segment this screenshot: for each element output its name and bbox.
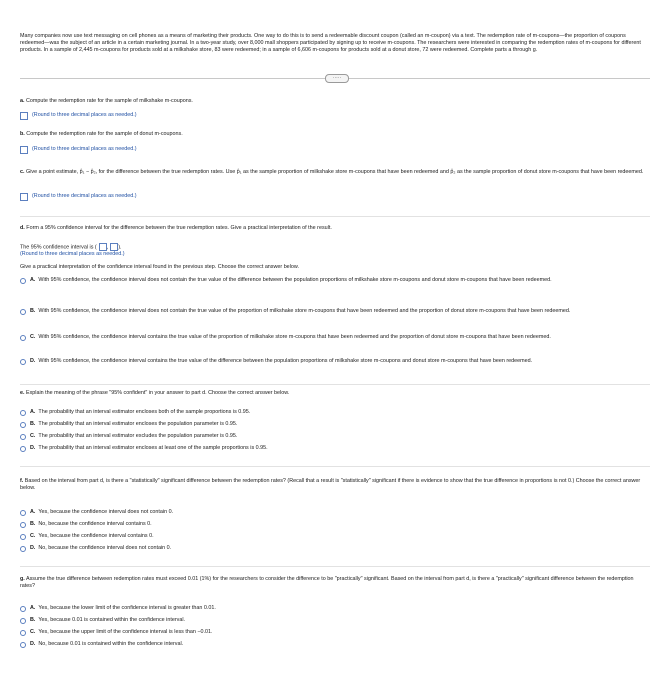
part-e-option-d[interactable] bbox=[20, 445, 650, 452]
section-separator bbox=[20, 216, 650, 217]
option-letter: C. bbox=[30, 334, 36, 340]
part-a-question bbox=[20, 98, 650, 105]
radio-button[interactable] bbox=[20, 546, 26, 552]
option-text: With 95% confidence, the confidence interval does not contain the true value of the proportion of milkshake store m-coupons that have been redeemed and the proportion of donut store m-coupons that have been redeemed. bbox=[38, 308, 571, 314]
option-text: With 95% confidence, the confidence interval contains the true value of the difference between the population proportions of milkshake store m-coupons and donut store m-coupons that have been redeemed. bbox=[38, 358, 533, 364]
option-letter: A. bbox=[30, 409, 36, 415]
part-g-question bbox=[20, 576, 650, 590]
part-c-hint: (Round to three decimal places as needed.) bbox=[32, 193, 137, 200]
option-letter: D. bbox=[30, 641, 36, 647]
part-b-text: Compute the redemption rate for the sample of donut m-coupons. bbox=[26, 131, 183, 137]
option-letter: D. bbox=[30, 445, 36, 451]
part-a-letter: a. bbox=[20, 98, 25, 104]
option-letter: B. bbox=[30, 521, 36, 527]
part-d-prompt: Give a practical interpretation of the confidence interval found in the previous step. Choose the correct answer below. bbox=[20, 264, 299, 270]
option-text: The probability that an interval estimator encloses the population parameter is 0.95. bbox=[38, 421, 238, 427]
option-letter: D. bbox=[30, 358, 36, 364]
option-text: No, because the confidence interval does not contain 0. bbox=[38, 545, 172, 551]
part-a-answer-input[interactable] bbox=[20, 112, 28, 120]
part-d-text: Form a 95% confidence interval for the difference between the true redemption rates. Give a practical interpretation of the result. bbox=[26, 225, 332, 231]
radio-button[interactable] bbox=[20, 522, 26, 528]
part-d-option-d[interactable] bbox=[20, 358, 650, 365]
option-text: No, because the confidence interval contains 0. bbox=[38, 521, 152, 527]
option-text: Yes, because the confidence interval does not contain 0. bbox=[38, 509, 174, 515]
option-text: Yes, because the upper limit of the confidence interval is less than −0.01. bbox=[38, 629, 213, 635]
radio-button[interactable] bbox=[20, 630, 26, 636]
option-text: Yes, because 0.01 is contained within the confidence interval. bbox=[38, 617, 186, 623]
part-f-text: Based on the interval from part d, is there a "statistically" significant difference between the redemption rates? (Recall that a result is "statistically" significant if there is evidence to show that the true difference in proportions is not 0.) Choose the correct answer below. bbox=[20, 478, 641, 492]
part-g-option-d[interactable] bbox=[20, 641, 650, 648]
radio-button[interactable] bbox=[20, 335, 26, 341]
part-c-question bbox=[20, 169, 650, 176]
option-letter: B. bbox=[30, 308, 36, 314]
part-a-text: Compute the redemption rate for the sample of milkshake m-coupons. bbox=[26, 98, 193, 104]
option-letter: B. bbox=[30, 617, 36, 623]
part-b-hint: (Round to three decimal places as needed.) bbox=[32, 146, 137, 153]
part-f-option-b[interactable] bbox=[20, 521, 650, 528]
part-f-question bbox=[20, 478, 650, 492]
section-separator bbox=[20, 384, 650, 385]
section-separator bbox=[20, 566, 650, 567]
section-separator bbox=[20, 466, 650, 467]
part-c-answer-row bbox=[20, 192, 137, 202]
part-g-option-a[interactable] bbox=[20, 605, 650, 612]
part-c-letter: c. bbox=[20, 169, 25, 175]
section-divider bbox=[20, 74, 650, 82]
part-d-interval-comma: , bbox=[106, 244, 109, 251]
part-g-text: Assume the true difference between redemption rates must exceed 0.01 (1%) for the researchers to consider the difference to be "practically" significant. Based on the interval from part d, is there a "practically" significant difference between the redemption rates? bbox=[20, 576, 634, 590]
option-text: Yes, because the confidence interval contains 0. bbox=[38, 533, 154, 539]
option-text: With 95% confidence, the confidence interval contains the true value of the proportion of milkshake store m-coupons that have been redeemed and the proportion of donut store m-coupons that have been redeemed. bbox=[38, 334, 551, 340]
part-d-lower-input[interactable] bbox=[99, 243, 107, 251]
option-letter: D. bbox=[30, 545, 36, 551]
radio-button[interactable] bbox=[20, 410, 26, 416]
radio-button[interactable] bbox=[20, 278, 26, 284]
part-a-hint: (Round to three decimal places as needed.) bbox=[32, 112, 137, 119]
part-f-option-c[interactable] bbox=[20, 533, 650, 540]
part-f-option-d[interactable] bbox=[20, 545, 650, 552]
option-letter: A. bbox=[30, 277, 36, 283]
option-letter: C. bbox=[30, 629, 36, 635]
radio-button[interactable] bbox=[20, 446, 26, 452]
radio-button[interactable] bbox=[20, 642, 26, 648]
part-d-hint: (Round to three decimal places as needed.) bbox=[20, 251, 125, 257]
option-letter: C. bbox=[30, 433, 36, 439]
part-d-question bbox=[20, 225, 650, 232]
part-f-option-a[interactable] bbox=[20, 509, 650, 516]
part-e-letter: e. bbox=[20, 390, 25, 396]
part-d-interval-label: The 95% confidence interval is ( bbox=[20, 244, 97, 251]
option-text: No, because 0.01 is contained within the confidence interval. bbox=[38, 641, 184, 647]
part-d-option-b[interactable] bbox=[20, 308, 650, 315]
radio-button[interactable] bbox=[20, 510, 26, 516]
part-e-option-a[interactable] bbox=[20, 409, 650, 416]
part-e-option-b[interactable] bbox=[20, 421, 650, 428]
radio-button[interactable] bbox=[20, 606, 26, 612]
radio-button[interactable] bbox=[20, 359, 26, 365]
part-d-interval-close: ). bbox=[118, 244, 122, 251]
radio-button[interactable] bbox=[20, 422, 26, 428]
part-e-question bbox=[20, 390, 650, 397]
part-g-option-c[interactable] bbox=[20, 629, 650, 636]
part-e-text: Explain the meaning of the phrase "95% confident" in your answer to part d. Choose the correct answer below. bbox=[26, 390, 290, 396]
part-a-answer-row bbox=[20, 111, 137, 121]
option-text: The probability that an interval estimator encloses at least one of the sample proportions is 0.95. bbox=[38, 445, 268, 451]
part-g-option-b[interactable] bbox=[20, 617, 650, 624]
radio-button[interactable] bbox=[20, 434, 26, 440]
part-d-option-c[interactable] bbox=[20, 334, 650, 341]
part-b-question bbox=[20, 131, 650, 138]
radio-button[interactable] bbox=[20, 618, 26, 624]
problem-intro: Many companies now use text messaging on cell phones as a means of marketing their products. One way to do this is to send a redeemable discount coupon (called an m-coupon) via a text. The redemption rate of m-coupons—the proportion of coupons redeemed—was the subject of an article in a certain marketing journal. In a two-year study, over 8,000 mall shoppers participated by signing up to receive m-coupons. The researchers were interested in comparing the redemption rates of m-coupons for different products. In a sample of 2,445 m-coupons for products sold at a milkshake store, 83 were redeemed; in a sample of 6,606 m-coupons for products sold at a donut store, 72 were redeemed. Complete parts a through g. bbox=[20, 33, 641, 54]
option-text: Yes, because the lower limit of the confidence interval is greater than 0.01. bbox=[38, 605, 216, 611]
part-f-letter: f. bbox=[20, 478, 24, 484]
radio-button[interactable] bbox=[20, 534, 26, 540]
part-e-option-c[interactable] bbox=[20, 433, 650, 440]
option-text: The probability that an interval estimator excludes the population parameter is 0.95. bbox=[38, 433, 238, 439]
radio-button[interactable] bbox=[20, 309, 26, 315]
option-letter: A. bbox=[30, 509, 36, 515]
option-letter: B. bbox=[30, 421, 36, 427]
part-g-letter: g. bbox=[20, 576, 25, 582]
part-c-text: Give a point estimate, p̂₁ − p̂₂, for the difference between the true redemption rates. Use p̂₁ as the sample proportion of milkshake store m-coupons that have been redeemed and p̂₂ as the sample proportion of donut store m-coupons that have been redeemed. bbox=[26, 169, 644, 175]
option-text: The probability that an interval estimator encloses both of the sample proportions is 0.95. bbox=[38, 409, 251, 415]
option-letter: C. bbox=[30, 533, 36, 539]
part-c-answer-input[interactable] bbox=[20, 193, 28, 201]
part-b-answer-input[interactable] bbox=[20, 146, 28, 154]
part-b-answer-row bbox=[20, 145, 137, 155]
part-d-option-a[interactable] bbox=[20, 277, 650, 284]
part-b-letter: b. bbox=[20, 131, 25, 137]
option-text: With 95% confidence, the confidence interval does not contain the true value of the difference between the population proportions of milkshake store m-coupons and donut store m-coupons that have been redeemed. bbox=[38, 277, 552, 283]
expand-handle[interactable]: ····· bbox=[325, 74, 349, 83]
option-letter: A. bbox=[30, 605, 36, 611]
part-d-letter: d. bbox=[20, 225, 25, 231]
